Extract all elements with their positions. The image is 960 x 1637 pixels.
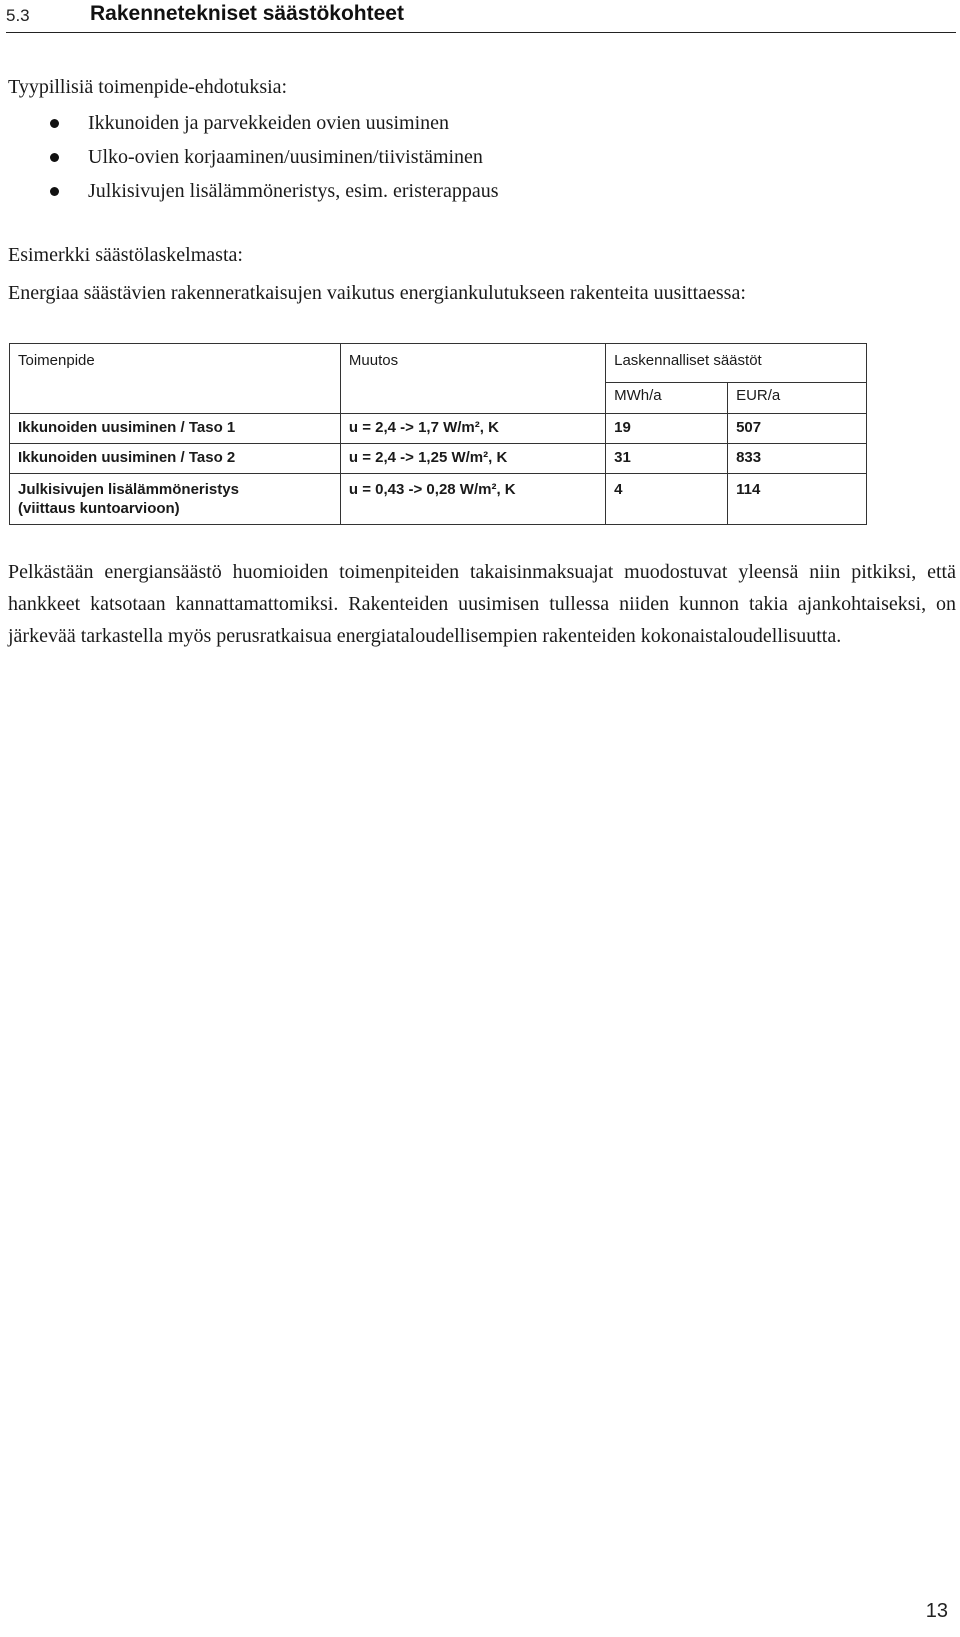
measure-list <box>0 106 499 208</box>
cell-eur: 507 <box>728 414 867 444</box>
header-savings: Laskennalliset säästöt <box>606 344 867 383</box>
bullet-icon <box>50 119 59 128</box>
list-item <box>0 174 499 208</box>
intro-text: Tyypillisiä toimenpide-ehdotuksia: <box>8 76 288 98</box>
list-item <box>0 106 499 140</box>
cell-eur: 114 <box>728 474 867 525</box>
section-heading <box>6 0 956 33</box>
table-row <box>10 474 867 525</box>
cell-measure-note: (viittaus kuntoarvioon) <box>18 500 180 517</box>
table-row <box>10 414 867 444</box>
header-eur: EUR/a <box>728 383 867 414</box>
cell-mwh: 4 <box>606 474 728 525</box>
cell-change: u = 2,4 -> 1,7 W/m², K <box>340 414 605 444</box>
table-row <box>10 444 867 474</box>
list-item <box>0 140 499 174</box>
header-measure: Toimenpide <box>10 344 341 414</box>
list-item-text: Ikkunoiden ja parvekkeiden ovien uusiminen <box>88 112 450 134</box>
cell-eur: 833 <box>728 444 867 474</box>
page-number: 13 <box>925 1600 948 1622</box>
cell-measure: Ikkunoiden uusiminen / Taso 2 <box>10 444 341 474</box>
cell-change: u = 2,4 -> 1,25 W/m², K <box>340 444 605 474</box>
example-label: Esimerkki säästölaskelmasta: <box>8 244 243 266</box>
cell-measure-text: Julkisivujen lisälämmöneristys <box>18 481 239 498</box>
header-mwh: MWh/a <box>606 383 728 414</box>
list-item-text: Julkisivujen lisälämmöneristys, esim. eristerappaus <box>88 180 499 202</box>
bullet-icon <box>50 187 59 196</box>
list-item-text: Ulko-ovien korjaaminen/uusiminen/tiivistäminen <box>88 146 483 168</box>
section-number: 5.3 <box>6 6 30 25</box>
cell-measure <box>10 474 341 525</box>
table-header-row <box>10 344 867 383</box>
cell-mwh: 31 <box>606 444 728 474</box>
bullet-icon <box>50 153 59 162</box>
savings-table <box>9 343 867 525</box>
closing-paragraph: Pelkästään energiansäästö huomioiden toimenpiteiden takaisinmaksuajat muodostuvat yleensä niin pitkiksi, että hankkeet katsotaan kannattamattomiksi. Rakenteiden uusimisen tullessa niiden kunnon takia ajankohtaiseksi, on järkevää tarkastella myös perusratkaisua energiataloudellisempien rakenteiden kokonaistaloudellisuutta. <box>8 561 956 647</box>
header-change: Muutos <box>340 344 605 414</box>
cell-measure: Ikkunoiden uusiminen / Taso 1 <box>10 414 341 444</box>
section-title: Rakennetekniset säästökohteet <box>90 2 404 25</box>
example-description: Energiaa säästävien rakenneratkaisujen vaikutus energiankulutukseen rakenteita uusittaessa: <box>8 282 746 304</box>
cell-mwh: 19 <box>606 414 728 444</box>
cell-change: u = 0,43 -> 0,28 W/m², K <box>340 474 605 525</box>
